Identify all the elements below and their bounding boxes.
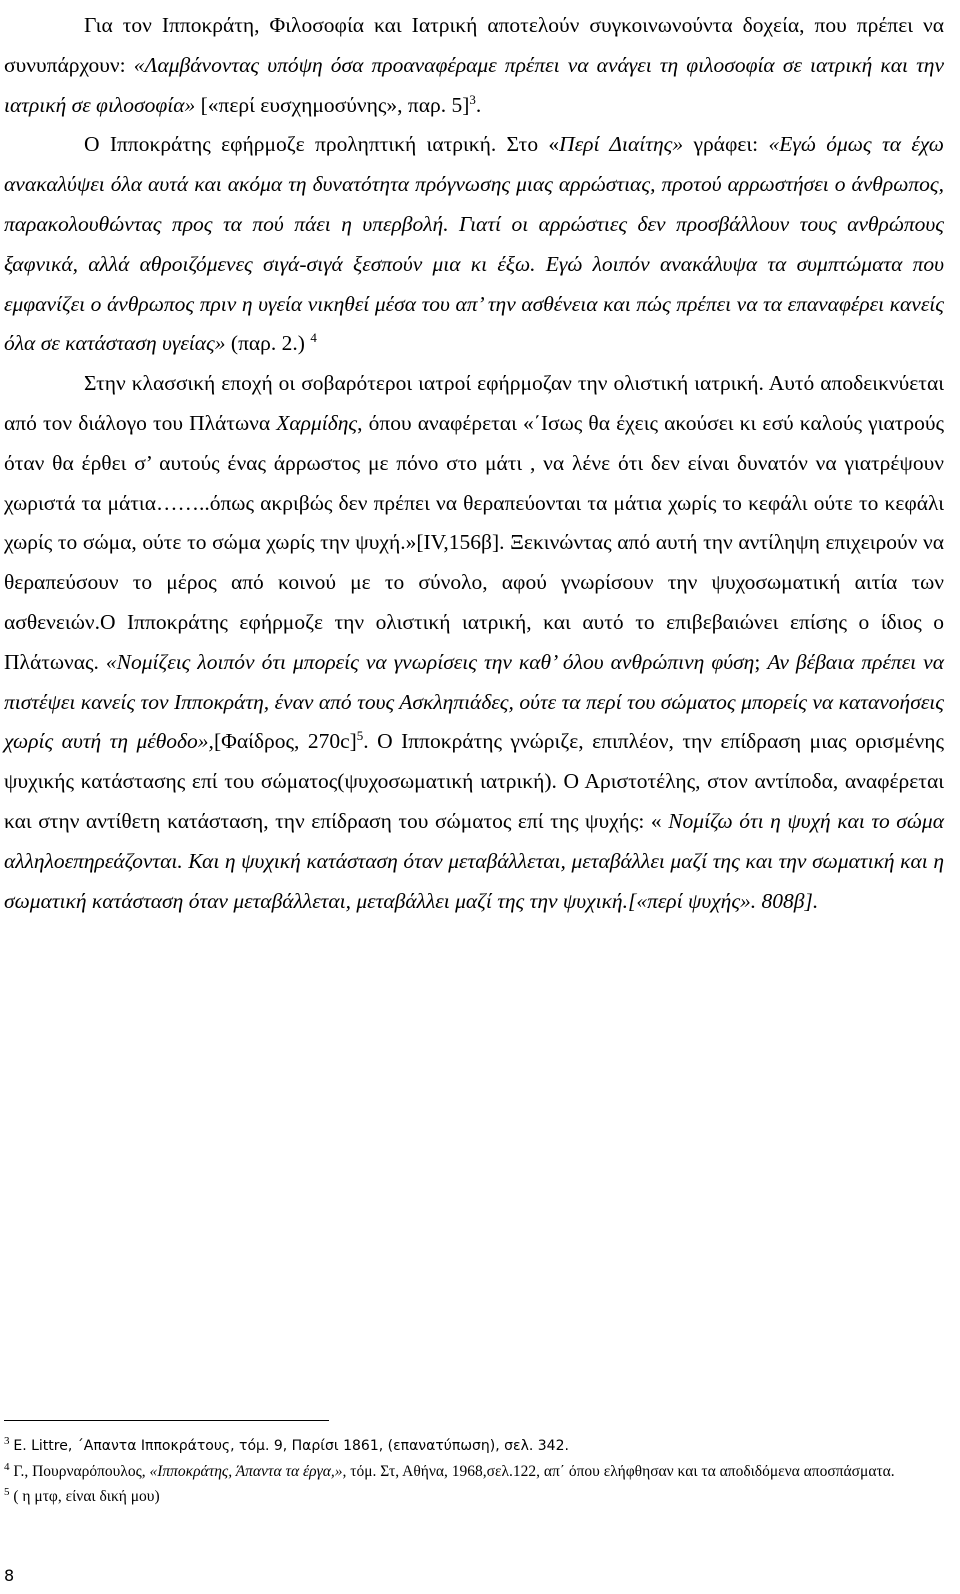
- p3-italic-quote-2: Αν βέβαια πρέπει να πιστέψει κανείς τον Ιπποκράτη, έναν από τους Ασκληπιάδες, ούτε τα περί του σώματος μπορείς να κατανοήσεις χωρίς αυτή τη μέθοδο»,: [4, 649, 945, 754]
- p2-text-2: γράφει:: [683, 132, 769, 157]
- main-text: [4, 6, 944, 921]
- footnote-4: [4, 1459, 944, 1484]
- p3-citation: [Φαίδρος, 270c]: [213, 729, 357, 754]
- footnote-number-4: 4: [4, 1460, 10, 1473]
- footnote-number-5: 5: [4, 1485, 10, 1498]
- p1-text-1: Για τον Ιπποκράτη, Φιλοσοφία και Ιατρική αποτελούν συγκοινωνούντα δοχεία, που πρέπει να συνυπάρχουν:: [4, 13, 944, 77]
- p2-italic-quote: «Εγώ όμως τα έχω ανακαλύψει όλα αυτά και ακόμα τη δυνατότητα πρόγνωσης μιας αρρώστιας, προτού αρρωστήσει ο άνθρωπος, παρακολουθώντας προς τα πού πάει η υπερβολή. Γιατί οι αρρώστιες δεν προσβάλλουν τους ανθρώπους ξαφνικά, αλλά αθροιζόμενες σιγά-σιγά ξεσπούν μια κι έξω. Εγώ λοιπόν ανακάλυψα τα συμπτώματα που εμφανίζει ο άνθρωπος πριν η υγεία νικηθεί μέσα του απ’ την ασθένεια και πώς πρέπει να τα επαναφέρει κανείς όλα σε κατάσταση υγείας»: [4, 132, 944, 356]
- p1-text-3: .: [475, 92, 482, 117]
- p2-text-1: Ο Ιπποκράτης εφήρμοζε προληπτική ιατρική. Στο «: [84, 132, 560, 157]
- p3-text-3: ;: [754, 649, 768, 674]
- p1-citation: [«περί ευσχημοσύνης», παρ. 5]: [195, 92, 470, 117]
- paragraph-1: [4, 6, 944, 125]
- p3-italic-quote-3: Νομίζω ότι η ψυχή και το σώμα αλληλοεπηρεάζονται. Και η ψυχική κατάσταση όταν μεταβάλλεται, μεταβάλλει μαζί της και την σωματική και η σωματική κατάσταση όταν μεταβάλλεται, μεταβάλλει μαζί της την ψυχική.[«περί ψυχής». 808β].: [4, 808, 944, 913]
- footnote-4-author: Γ., Πουρναρόπουλος,: [13, 1463, 150, 1480]
- footnote-3: [4, 1433, 944, 1459]
- p3-italic-quote-1: «Νομίζεις λοιπόν ότι μπορείς να γνωρίσεις την καθ’ όλου ανθρώπινη φύση: [105, 649, 755, 674]
- p3-text-1: Στην κλασσική εποχή οι σοβαρότεροι ιατροί εφήρμοζαν την ολιστική ιατρική. Αυτό αποδεικνύεται από τον διάλογο του Πλάτωνα: [4, 371, 944, 435]
- footnote-5: [4, 1484, 944, 1509]
- footnote-number-3: 3: [4, 1434, 10, 1447]
- footnote-ref-4[interactable]: 4: [310, 330, 317, 346]
- footnote-separator: [4, 1420, 329, 1421]
- p3-text-2: , όπου αναφέρεται «΄Ισως θα έχεις ακούσει κι εσύ καλούς γιατρούς όταν θα έρθει σ’ αυτούς ένας άρρωστος με πόνο στο μάτι , να λένε ότι δεν είναι δυνατόν να γιατρέψουν χωριστά τα μάτια……..όπως ακριβώς δεν πρέπει να θεραπεύονται τα μάτια χωρίς το κεφάλι ούτε το κεφάλι χωρίς το σώμα, ούτε το σώμα χωρίς την ψυχή.»[IV,156β]. Ξεκινώντας από αυτή την αντίληψη επιχειρούν να θεραπεύσουν το μέρος από κοινού με το σύνολο, αφού γνωρίσουν την ψυχοσωματική αιτία των ασθενειών.Ο Ιπποκράτης εφήρμοζε την ολιστική ιατρική, και αυτό το επιβεβαιώνει επίσης ο ίδιος ο Πλάτωνας.: [4, 410, 944, 674]
- p3-italic-charmides: Χαρμίδης: [276, 410, 358, 435]
- footnote-text-5: ( η μτφ, είναι δική μου): [13, 1488, 160, 1505]
- footnote-4-title: «Ιπποκράτης, Άπαντα τα έργα,»,: [149, 1463, 347, 1480]
- paragraph-2: [4, 125, 944, 364]
- p3-text-5: . Ο Ιπποκράτης γνώριζε, επιπλέον, την επίδραση μιας ορισμένης ψυχικής κατάστασης επί του σώματος(ψυχοσωματική ιατρική). Ο Αριστοτέλης, στον αντίποδα, αναφέρεται και στην αντίθετη κατάσταση, την επίδραση του σώματος επί της ψυχής: «: [4, 729, 944, 833]
- p2-italic-title: Περί Διαίτης»: [559, 132, 684, 157]
- paragraph-3: [4, 364, 944, 921]
- footnotes: [4, 1433, 944, 1509]
- footnote-ref-5[interactable]: 5: [356, 728, 364, 744]
- footnote-text-3: Ε. Littre, ΄Απαντα Ιπποκράτους, τόμ. 9, Παρίσι 1861, (επανατύπωση), σελ. 342.: [13, 1438, 569, 1454]
- p2-citation: (παρ. 2.): [225, 331, 311, 356]
- footnote-4-details: τόμ. Στ, Αθήνα, 1968,σελ.122, απ΄ όπου ελήφθησαν και τα αποδιδόμενα αποσπάσματα.: [346, 1463, 895, 1480]
- p1-italic-quote: «Λαμβάνοντας υπόψη όσα προαναφέραμε πρέπει να ανάγει τη φιλοσοφία σε ιατρική και την ιατρική σε φιλοσοφία»: [4, 52, 944, 117]
- footnote-ref-3[interactable]: 3: [469, 91, 476, 107]
- page-number: 8: [4, 1566, 15, 1585]
